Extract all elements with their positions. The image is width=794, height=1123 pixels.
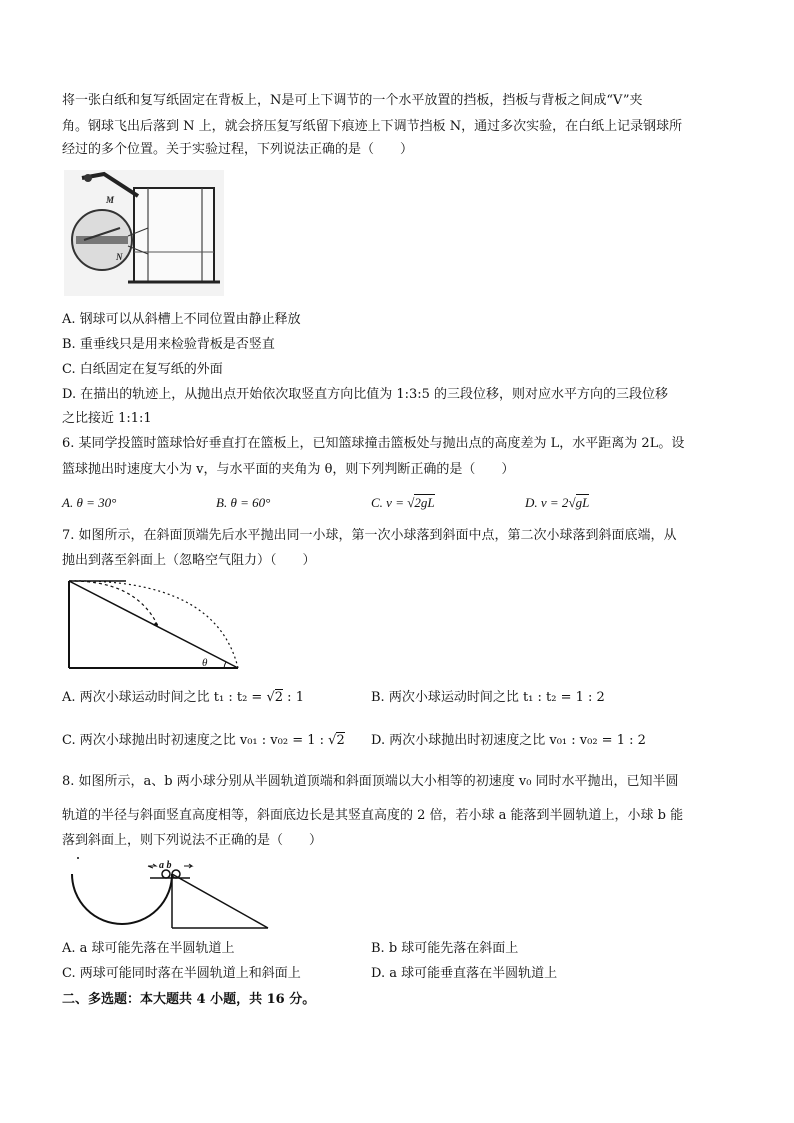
q8-option-a: A. a 球可能先落在半圆轨道上: [62, 941, 235, 956]
q6-stem-line-2: 篮球抛出时速度大小为 v，与水平面的夹角为 θ，则下列判断正确的是（ ）: [62, 462, 515, 477]
q7-option-d: D. 两次小球抛出时初速度之比 v₀₁ : v₀₂ = 1 : 2: [371, 733, 646, 748]
q6-option-d-radicand: gL: [575, 495, 590, 510]
q6-option-a: A. θ = 30°: [62, 495, 117, 510]
q6-option-d: D. v = 2√gL: [525, 495, 590, 510]
q5-option-c: C. 白纸固定在复写纸的外面: [62, 362, 223, 377]
section-2-title: 二、多选题：本大题共 4 小题，共 16 分。: [62, 992, 316, 1007]
q8-semicircle-incline-figure: [64, 856, 274, 932]
q5-option-d-line-2: 之比接近 1:1:1: [62, 411, 152, 426]
q7-option-c-radicand: 2: [336, 733, 345, 748]
q7-option-c-text: C. 两次小球抛出时初速度之比 v₀₁ : v₀₂ = 1 :: [62, 733, 324, 748]
q7-option-c: C. 两次小球抛出时初速度之比 v₀₁ : v₀₂ = 1 : √2: [62, 733, 345, 748]
q6-option-c: C. v = √2gL: [371, 495, 435, 510]
q6-option-d-prefix: D. v = 2: [525, 495, 569, 510]
q5-stem-line-2: 角。钢球飞出后落到 N 上，就会挤压复写纸留下痕迹上下调节挡板 N，通过多次实验，在白纸上记录钢球所: [62, 119, 683, 134]
q6-option-c-prefix: C. v =: [371, 495, 404, 510]
q5-stem-line-3: 经过的多个位置。关于实验过程，下列说法正确的是（ ）: [62, 142, 414, 157]
q8-option-c: C. 两球可能同时落在半圆轨道上和斜面上: [62, 966, 301, 981]
label-m: M: [106, 195, 115, 205]
q6-option-b: B. θ = 60°: [216, 495, 271, 510]
label-a-b: a b: [159, 860, 172, 871]
q5-apparatus-figure: [64, 170, 224, 296]
q7-stem-line-1: 7. 如图所示，在斜面顶端先后水平抛出同一小球，第一次小球落到斜面中点，第二次小球落到斜面底端，从: [62, 528, 677, 543]
q5-option-d-line-1: D. 在描出的轨迹上，从抛出点开始依次取竖直方向比值为 1:3:5 的三段位移，则对应水平方向的三段位移: [62, 387, 669, 402]
q5-option-a: A. 钢球可以从斜槽上不同位置由静止释放: [62, 312, 301, 327]
q5-option-b: B. 重垂线只是用来检验背板是否竖直: [62, 337, 275, 352]
q8-stem-line-1: 8. 如图所示，a、b 两小球分别从半圆轨道顶端和斜面顶端以大小相等的初速度 v₀ 同时水平抛出，已知半圆: [62, 774, 679, 789]
label-theta: θ: [202, 657, 208, 669]
q7-option-a-radicand: 2: [274, 690, 284, 705]
q8-stem-line-3: 落到斜面上，则下列说法不正确的是（ ）: [62, 833, 323, 848]
q7-stem-line-2: 抛出到落至斜面上（忽略空气阻力）（ ）: [62, 553, 316, 568]
q6-stem-line-1: 6. 某同学投篮时篮球恰好垂直打在篮板上，已知篮球撞击篮板处与抛出点的高度差为 L，水平距离为 2L。设: [62, 436, 685, 451]
q8-option-d: D. a 球可能垂直落在半圆轨道上: [371, 966, 558, 981]
q8-option-b: B. b 球可能先落在斜面上: [371, 941, 519, 956]
q6-option-c-radicand: 2gL: [414, 495, 435, 510]
q7-option-a: A. 两次小球运动时间之比 t₁ : t₂ = √2 : 1: [62, 690, 304, 705]
q7-option-a-text: A. 两次小球运动时间之比 t₁ : t₂ =: [62, 690, 263, 705]
q7-incline-figure: [66, 578, 242, 672]
q5-stem-line-1: 将一张白纸和复写纸固定在背板上，N是可上下调节的一个水平放置的挡板，挡板与背板之间成“V”夹: [62, 93, 643, 108]
q7-option-a-tail: : 1: [283, 690, 304, 705]
q8-stem-line-2: 轨道的半径与斜面竖直高度相等，斜面底边长是其竖直高度的 2 倍，若小球 a 能落到半圆轨道上，小球 b 能: [62, 808, 684, 823]
q7-option-b: B. 两次小球运动时间之比 t₁ : t₂ = 1 : 2: [371, 690, 605, 705]
label-n: N: [116, 252, 123, 262]
